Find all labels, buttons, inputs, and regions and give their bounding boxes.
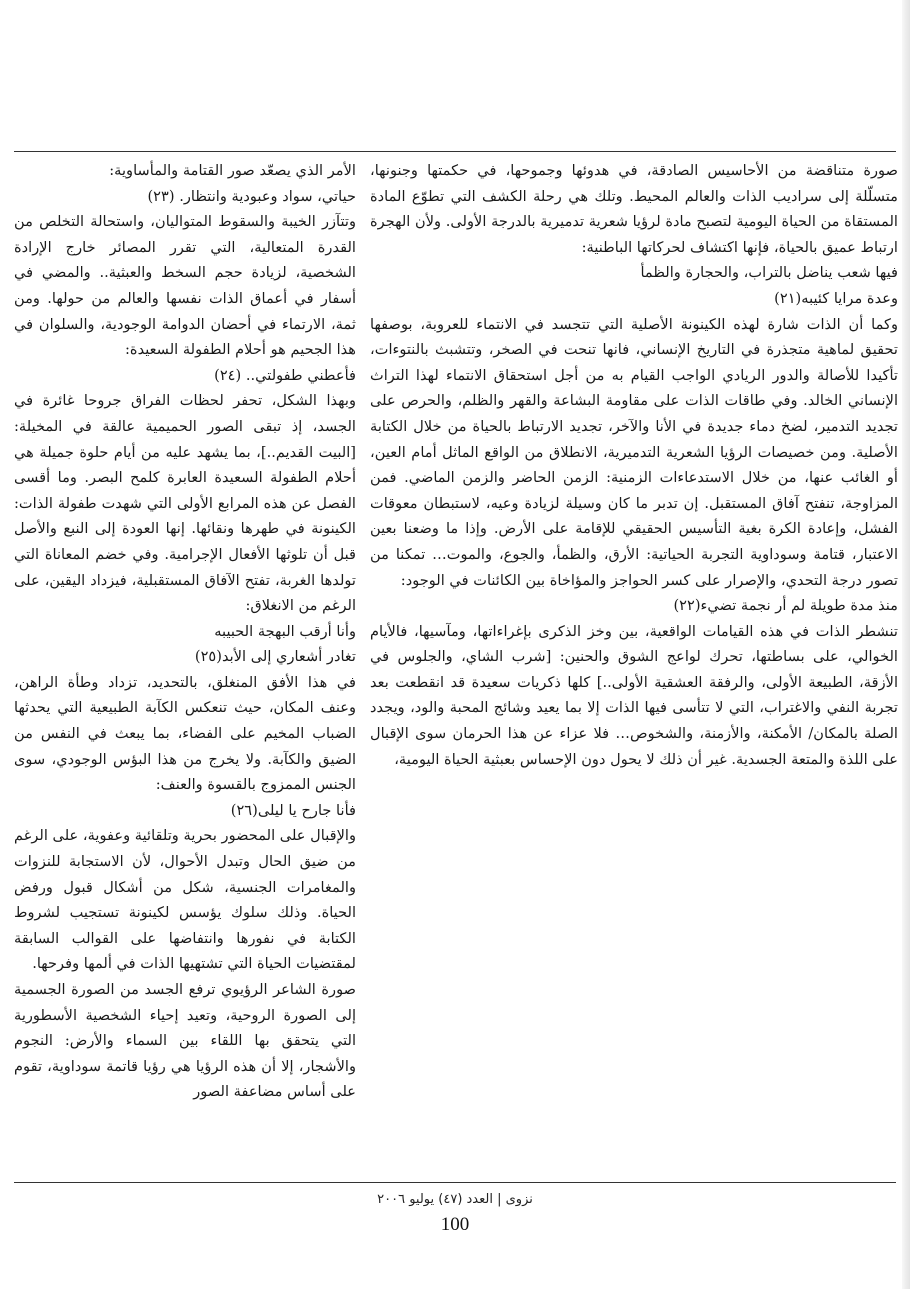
paragraph: تنشطر الذات في هذه القيامات الواقعية، بين وخز الذكرى بإغراءاتها، ومآسيها، فالأيام الخوالي، على بساطتها، تحرك لواعج الشوق والحنين: [شرب الشاي، والجلوس في الأزقة، الطبيعة الأولى، والرفقة العشقية الأولى..] كلها ذكريات سعيدة قد انقطعت بعد تجربة النفي والاغتراب، التي لا تتأسى فيها الذات إلا بما يعيد وشائج المحبة والود، ويجدد الصلة بالمكان/ الأمكنة، والأزمنة، والشخوص… فلا عزاء عن هذا الحرمان سوى الإقبال على اللذة والمتعة الجسدية. غير أن ذلك لا يحول دون الإحساس بعبثية الحياة اليومية، [370,622,898,768]
paragraph: الأمر الذي يصعّد صور القتامة والمأساوية: [109,162,356,179]
page-number: 100 [440,1214,470,1235]
verse-line: فأنا جارح يا ليلى(٢٦) [230,801,356,819]
verse-line: وأنا أرقب البهجة الحبيبه [214,622,356,640]
top-rule [14,151,896,152]
paragraph: وبهذا الشكل، تحفر لحظات الفراق جروحا غائرة في الجسد، إذ تبقى الصور الحميمية عالقة في المخيلة: [البيت القديم..]، بما يشهد عليه من أيام حلوة جميلة هي أحلام الطفولة السعيدة العابرة كلمح البصر. وما أقسى الفصل عن هذه المرابع الأولى التي شهدت طفولة الذات: الكينونة في طهرها ونقائها. إنها العودة إلى النبع والأصل قبل أن تلوثها الأفعال الإجرامية. وفي خضم المعاناة التي تولدها الغربة، تفتح الآفاق المستقبلية، فيزداد اليقين، على الرغم من الانغلاق: [14,392,356,615]
verse-line: منذ مدة طويلة لم أر نجمة تضيء(٢٢) [673,597,898,615]
paragraph: في هذا الأفق المنغلق، بالتحديد، تزداد وطأة الراهن، وعنف المكان، حيث تنعكس الكآبة الطبيعية التي يحدثها الضباب المخيم على الفضاء، بما يبعث في النفس من الضيق والكآبة. ولا يخرج من هذا البؤس الوجودي، سوى الجنس الممزوج بالقسوة والعنف: [14,673,356,794]
bottom-rule [14,1182,896,1183]
verse-line: تغادر أشعاري إلى الأبد(٢٥) [194,648,356,666]
verse-line: فيها شعب يناضل بالتراب، والحجارة والظمأ [640,264,898,282]
paragraph: صورة الشاعر الرؤيوي ترفع الجسد من الصورة الجسمية إلى الصورة الروحية، وتعيد إحياء الشخصية الأسطورية التي يتحقق بها اللقاء بين السماء والأرض: النجوم والأشجار، إلا أن هذه الرؤيا هي رؤيا قاتمة سوداوية، تقوم على أساس مضاعفة الصور [14,981,356,1101]
paragraph: صورة متناقضة من الأحاسيس الصادقة، في هدوئها وجموحها، في حكمتها وجنونها، متسلّلة إلى سراديب الذات والعالم المحيط. وتلك هي رحلة الكشف التي تطوّع المادة المستقاة من الحياة اليومية لتصبح مادة لرؤيا شعرية تدميرية بالدرجة الأولى. ولأن الهجرة ارتباط عميق بالحياة، فإنها اكتشاف لحركاتها الباطنية: [370,162,898,256]
right-column [370,158,898,1180]
left-column [14,158,356,1180]
page-edge [902,0,910,1289]
verse-line: فأعطني طفولتي.. (٢٤) [214,366,356,384]
paragraph: والإقبال على المحضور بحرية وتلقائية وعفوية، على الرغم من ضيق الحال وتبدل الأحوال، لأن الاستجابة للنزوات والمغامرات الجنسية، شكل من أشكال قبول ورفض الحياة. وذلك سلوك يؤسس لكينونة تستجيب لشروط الكتابة في نفورها وانتفاضها على القوالب السابقة لمقتضيات الحياة التي تشتهيها الذات في ألمها وفرحها. [14,827,356,973]
verse-line: حياتي، سواد وعبودية وانتظار. (٢٣) [147,187,356,205]
paragraph: وتتآزر الخيبة والسقوط المتواليان، واستحالة التخلص من القدرة المتعالية، التي تقرر المصائر خارج الإرادة الشخصية، لزيادة حجم السخط والعبثية.. والمضي في أسفار في أعماق الذات نفسها والعالم من حولها. ومن ثمة، الارتماء في أحضان الدوامة الوجودية، والسلوان في هذا الجحيم هو أحلام الطفولة السعيدة: [14,213,356,359]
paragraph: وكما أن الذات شارة لهذه الكينونة الأصلية التي تتجسد في الانتماء للعروبة، بوصفها تحقيق لماهية متجذرة في التاريخ الإنساني، فانها تنحت في الصخر، وتتشبث بالنتوءات، تأكيدا للأصالة والدور الريادي الواجب القيام به من أجل استحقاق الانتماء لهذا التراث الإنساني الخالد. وفي طاقات الذات على مقاومة البشاعة والقهر والظلم، والحرص على تجديد التدمير، لضخ دماء جديدة في الأنا والآخر، تجديد الارتباط بالحياة من خلال الكتابة الأصلية. ومن خصيصات الرؤيا الشعرية التدميرية، الانطلاق من الواقع الماثل أمام العين، أو الغائب عنها، من خلال الاستدعاءات الزمنية: الزمن الحاضر والزمن الماضي. فمن المزاوجة، تنفتح آفاق المستقبل. إن تدبر ما كان وسيلة لزيادة وعيه، لاستبطان معوقات الفشل، وإعادة الكرة بغية التأسيس الحقيقي للإقامة على الأرض. وإذا ما وضعنا بعين الاعتبار، قتامة وسوداوية التجربة الحياتية: الأرق، والظمأ، والجوع، والموت… تمكنا من تصور درجة التحدي، والإصرار على كسر الحواجز والمؤاخاة بين الكائنات في الوجود: [370,315,898,589]
footer-issue-label: نزوى | العدد (٤٧) يوليو ٢٠٠٦ [377,1192,533,1207]
verse-line: وعدة مرايا كئيبه(٢١) [774,289,898,307]
